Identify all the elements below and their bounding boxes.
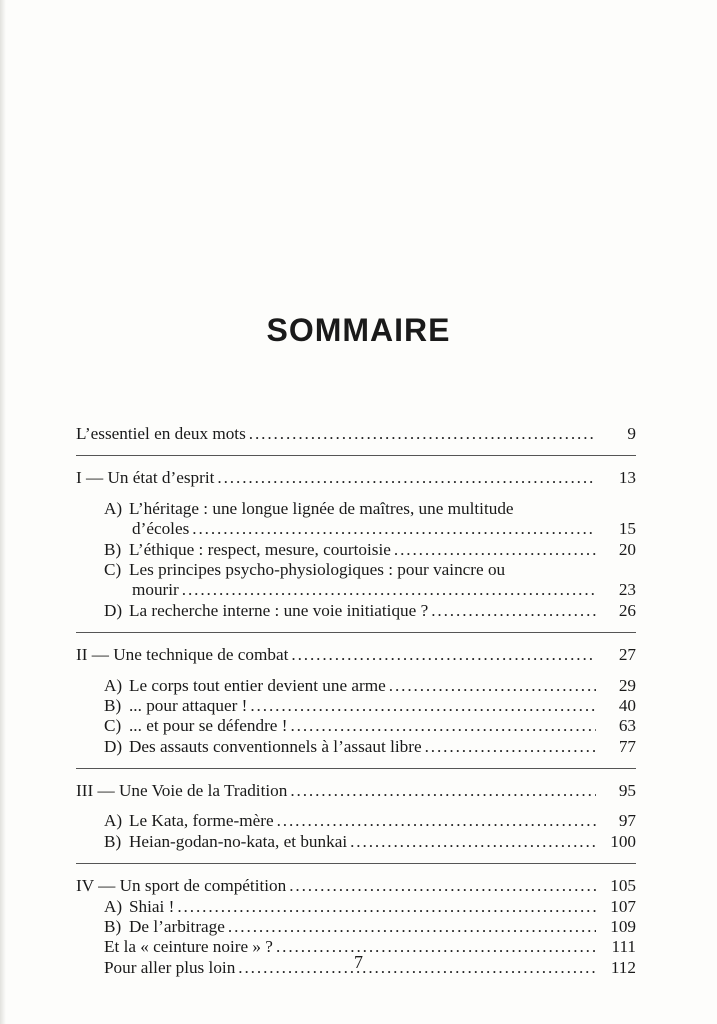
toc-entry-part2-b[interactable] (76, 696, 636, 716)
toc-page-number: 109 (610, 917, 636, 937)
toc-entry-part1-a[interactable] (76, 499, 636, 519)
toc-label: L’éthique : respect, mesure, courtoisie (129, 539, 391, 559)
toc-label: Pour aller plus loin (104, 957, 236, 977)
page-title: SOMMAIRE (266, 312, 451, 348)
toc-label: Heian-godan-no-kata, et bunkai (129, 831, 348, 851)
toc-page-number: 97 (618, 811, 636, 831)
toc-entry-part1-d[interactable] (76, 601, 636, 621)
toc-page-number: 111 (611, 937, 636, 957)
toc-entry-part4-b[interactable] (76, 917, 636, 937)
toc-entry-part1-c-cont[interactable] (76, 580, 636, 600)
toc-prefix: B) (104, 917, 122, 937)
page-number: 7 (354, 952, 363, 972)
dot-leader (250, 696, 596, 716)
toc-prefix: A) (104, 811, 123, 831)
page-edge (0, 0, 6, 1024)
toc-label: Des assauts conventionnels à l’assaut libre (129, 736, 422, 756)
toc-prefix: B) (104, 695, 122, 715)
toc-page-number: 27 (618, 645, 636, 665)
dot-leader (289, 876, 596, 896)
dot-leader (228, 917, 596, 937)
toc-label: mourir (132, 580, 179, 600)
toc-page-number: 20 (618, 539, 636, 559)
toc-page-number: 26 (618, 600, 636, 620)
toc-page-number: 100 (610, 831, 636, 851)
dot-leader (177, 897, 596, 917)
toc-entry-part4-a[interactable] (76, 897, 636, 917)
toc-label: L’essentiel en deux mots (76, 424, 246, 443)
dot-leader (277, 811, 596, 831)
toc-label: III — Une Voie de la Tradition (76, 781, 288, 801)
section-divider (76, 455, 636, 456)
toc-label: Shiai ! (129, 896, 175, 916)
dot-leader (389, 676, 596, 696)
toc-entry-part1[interactable] (76, 468, 636, 488)
toc-entry-part1-b[interactable] (76, 540, 636, 560)
dot-leader (291, 645, 596, 665)
section-divider (76, 632, 636, 633)
dot-leader (192, 519, 596, 539)
toc-page-number: 77 (618, 736, 636, 756)
toc-page-number: 112 (610, 957, 636, 977)
dot-leader (425, 737, 596, 757)
toc-label: Les principes psycho-physiologiques : pour vaincre ou (129, 559, 506, 579)
dot-leader (182, 580, 596, 600)
toc-prefix: A) (104, 675, 123, 695)
toc-label: Le corps tout entier devient une arme (129, 675, 386, 695)
toc-entry-part3-b[interactable] (76, 832, 636, 852)
toc-page-number: 95 (618, 781, 636, 801)
dot-leader (217, 468, 596, 488)
toc-label: d’écoles (132, 519, 190, 539)
toc-entry-intro[interactable] (76, 424, 636, 444)
toc-prefix: D) (104, 600, 123, 620)
toc-entry-part3[interactable] (76, 781, 636, 801)
toc-page-number: 9 (627, 424, 636, 443)
toc-label: II — Une technique de combat (76, 645, 289, 665)
toc-entry-part2-d[interactable] (76, 737, 636, 757)
toc-page-number: 40 (618, 695, 636, 715)
dot-leader (431, 601, 596, 621)
toc-entry-part4[interactable] (76, 876, 636, 896)
toc-page-number: 13 (618, 468, 636, 488)
dot-leader (290, 781, 596, 801)
toc-label: I — Un état d’esprit (76, 468, 215, 488)
dot-leader (249, 424, 596, 444)
section-divider (76, 768, 636, 769)
toc-entry-part2-a[interactable] (76, 676, 636, 696)
toc-page-number: 63 (618, 716, 636, 736)
toc-page-number: 105 (610, 876, 636, 896)
dot-leader (394, 540, 596, 560)
toc-label: Le Kata, forme-mère (129, 811, 274, 831)
toc-prefix: B) (104, 539, 122, 559)
toc-entry-part3-a[interactable] (76, 811, 636, 831)
toc-prefix: A) (104, 498, 123, 518)
toc-label: Et la « ceinture noire » ? (104, 937, 273, 957)
section-divider (76, 863, 636, 864)
toc-entry-part2-c[interactable] (76, 716, 636, 736)
toc-entry-part1-c[interactable] (76, 560, 636, 580)
toc-prefix: D) (104, 736, 123, 756)
toc-page-number: 29 (618, 675, 636, 695)
dot-leader (350, 832, 596, 852)
toc-prefix: A) (104, 896, 123, 916)
toc-page-number: 107 (610, 896, 636, 916)
toc-prefix: C) (104, 716, 122, 736)
toc-label: IV — Un sport de compétition (76, 876, 287, 896)
toc-label: ... pour attaquer ! (129, 695, 248, 715)
toc-label: De l’arbitrage (129, 917, 225, 937)
table-of-contents (76, 424, 636, 978)
toc-page-number: 23 (618, 580, 636, 600)
toc-entry-part2[interactable] (76, 645, 636, 665)
dot-leader (290, 716, 596, 736)
toc-label: La recherche interne : une voie initiatique ? (129, 600, 429, 620)
toc-label: L’héritage : une longue lignée de maîtres, une multitude (129, 498, 514, 518)
toc-prefix: B) (104, 831, 122, 851)
toc-prefix: C) (104, 559, 122, 579)
toc-page-number: 15 (618, 519, 636, 539)
toc-label: ... et pour se défendre ! (129, 716, 288, 736)
toc-entry-part1-a-cont[interactable] (76, 519, 636, 539)
